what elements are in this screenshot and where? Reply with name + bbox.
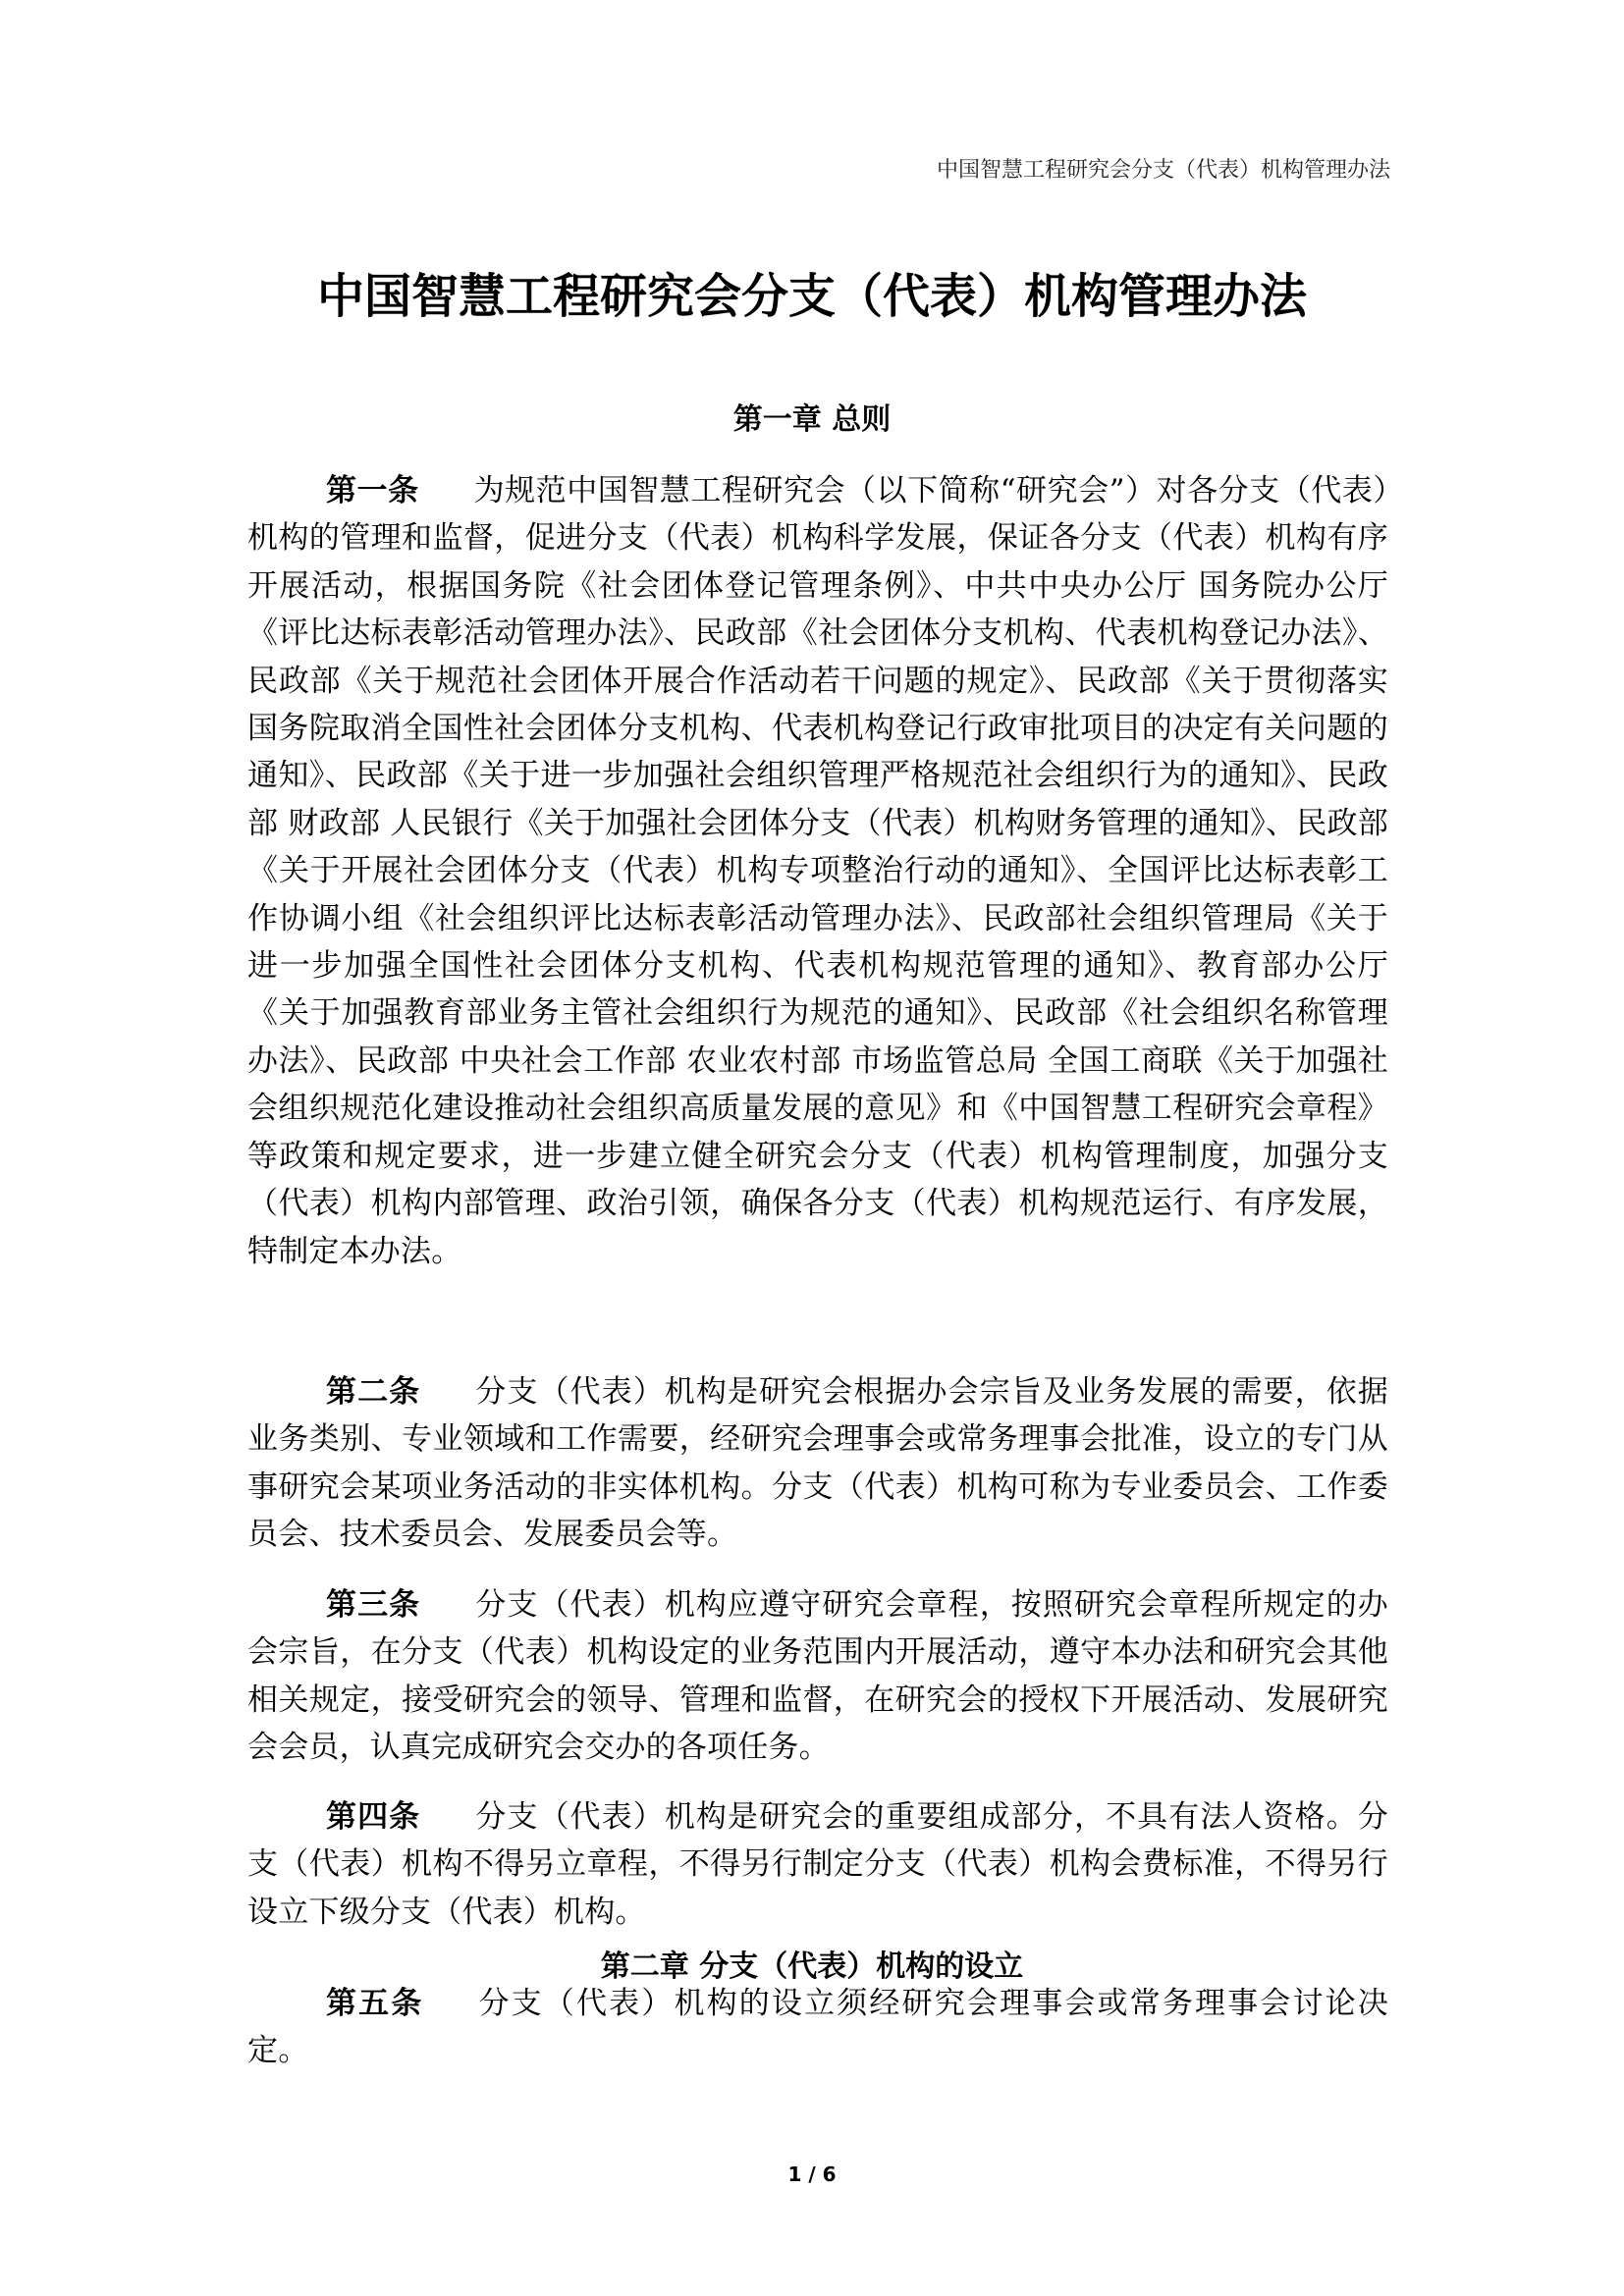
article-text: 分支（代表）机构的设立须经研究会理事会或常务理事会讨论决定。 <box>247 1986 1388 2069</box>
article-text: 分支（代表）机构应遵守研究会章程，按照研究会章程所规定的办会宗旨，在分支（代表）机构设定的业务范围内开展活动，遵守本办法和研究会其他相关规定，接受研究会的领导、管理和监督，在研究会的授权下开展活动、发展研究会会员，认真完成研究会交办的各项任务。 <box>247 1587 1389 1766</box>
article-label: 第一条 <box>326 473 419 508</box>
article-text: 分支（代表）机构是研究会的重要组成部分，不具有法人资格。分支（代表）机构不得另立章程，不得另行制定分支（代表）机构会费标准，不得另行设立下级分支（代表）机构。 <box>247 1799 1389 1930</box>
chapter-heading: 第一章 总则 <box>732 402 892 437</box>
article-2 <box>247 1368 1388 1559</box>
article-1 <box>247 467 1388 1275</box>
running-header: 中国智慧工程研究会分支（代表）机构管理办法 <box>936 158 1390 183</box>
article-label: 第三条 <box>326 1587 421 1623</box>
article-4 <box>247 1793 1388 1936</box>
article-5 <box>247 1980 1388 2075</box>
document-title: 中国智慧工程研究会分支（代表）机构管理办法 <box>316 269 1307 324</box>
page-number: 1 / 6 <box>787 2163 837 2186</box>
article-label: 第五条 <box>326 1986 424 2021</box>
article-text: 为规范中国智慧工程研究会（以下简称“研究会”）对各分支（代表）机构的管理和监督，促进分支（代表）机构科学发展，保证各分支（代表）机构有序开展活动，根据国务院《社会团体登记管理条例》、中共中央办公厅 国务院办公厅《评比达标表彰活动管理办法》、民政部《社会团体分支机构、代表机构登记办法》、民政部《关于规范社会团体开展合作活动若干问题的规定》、民政部《关于贯彻落实国务院取消全国性社会团体分支机构、代表机构登记行政审批项目的决定有关问题的通知》、民政部《关于进一步加强社会组织管理严格规范社会组织行为的通知》、民政部 财政部 人民银行《关于加强社会团体分支（代表）机构财务管理的通知》、民政部《关于开展社会团体分支（代表）机构专项整治行动的通知》、全国评比达标表彰工作协调小组《社会组织评比达标表彰活动管理办法》、民政部社会组织管理局《关于进一步加强全国性社会团体分支机构、代表机构规范管理的通知》、教育部办公厅《关于加强教育部业务主管社会组织行为规范的通知》、民政部《社会组织名称管理办法》、民政部 中央社会工作部 农业农村部 市场监管总局 全国工商联《关于加强社会组织规范化建设推动社会组织高质量发展的意见》和《中国智慧工程研究会章程》等政策和规定要求，进一步建立健全研究会分支（代表）机构管理制度，加强分支（代表）机构内部管理、政治引领，确保各分支（代表）机构规范运行、有序发展，特制定本办法。 <box>247 473 1388 1269</box>
article-text: 分支（代表）机构是研究会根据办会宗旨及业务发展的需要，依据业务类别、专业领域和工作需要，经研究会理事会或常务理事会批准，设立的专门从事研究会某项业务活动的非实体机构。分支（代表）机构可称为专业委员会、工作委员会、技术委员会、发展委员会等。 <box>247 1374 1389 1553</box>
article-3 <box>247 1581 1388 1772</box>
article-label: 第四条 <box>326 1799 421 1835</box>
article-label: 第二条 <box>326 1374 421 1410</box>
chapter-heading: 第二章 分支（代表）机构的设立 <box>600 1949 1024 1984</box>
